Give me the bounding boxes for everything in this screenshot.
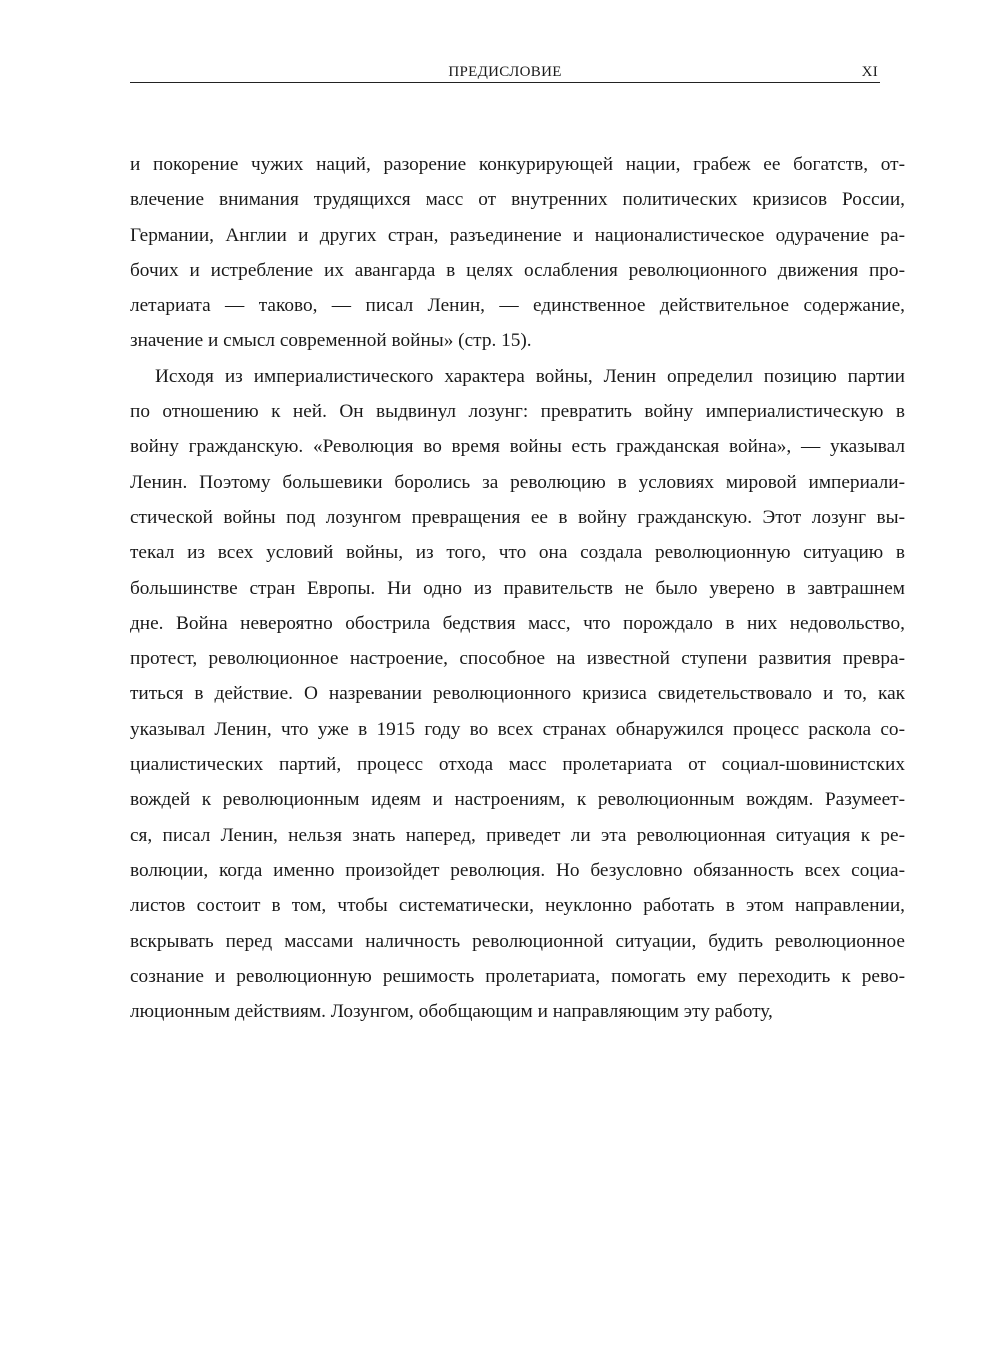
text-line: титься в действие. О назревании революционного кризиса свидетельствовало и то, как xyxy=(130,683,905,705)
text-line: войну гражданскую. «Революция во время войны есть гражданская война», — указывал xyxy=(130,436,905,458)
text-line: Ленин. Поэтому большевики боролись за революцию в условиях мировой империали- xyxy=(130,471,905,493)
text-line: вождей к революционным идеям и настроениям, к революционным вождям. Разумеет- xyxy=(130,789,905,811)
text-line: стической войны под лозунгом превращения ее в войну гражданскую. Этот лозунг вы- xyxy=(130,506,905,528)
text-line: Исходя из империалистического характера войны, Ленин определил позицию партии xyxy=(155,365,905,387)
text-line: по отношению к ней. Он выдвинул лозунг: превратить войну империалистическую в xyxy=(130,401,905,423)
text-line: протест, революционное настроение, способное на известной ступени развития превра- xyxy=(130,648,905,670)
text-line: бочих и истребление их авангарда в целях ослабления революционного движения про- xyxy=(130,259,905,281)
text-line: летариата — таково, — писал Ленин, — единственное действительное содержание, xyxy=(130,295,905,317)
text-line: указывал Ленин, что уже в 1915 году во всех странах обнаружился процесс раскола со- xyxy=(130,718,905,740)
paragraph-2 xyxy=(130,359,905,1030)
page-number: XI xyxy=(861,64,878,80)
text-line: влечение внимания трудящихся масс от внутренних политических кризисов России, xyxy=(130,189,905,211)
text-line: циалистических партий, процесс отхода масс пролетариата от социал-шовинистских xyxy=(130,754,905,776)
running-header xyxy=(130,62,880,83)
text-line: волюции, когда именно произойдет революция. Но безусловно обязанность всех социа- xyxy=(130,859,905,881)
text-line: сознание и революционную решимость пролетариата, помогать ему переходить к рево- xyxy=(130,965,905,987)
body-text xyxy=(130,147,905,1029)
text-line: люционным действиям. Лозунгом, обобщающим и направляющим эту работу, xyxy=(130,1001,773,1023)
section-title: ПРЕДИСЛОВИЕ xyxy=(448,64,562,80)
text-line: Германии, Англии и других стран, разъединение и националистическое одурачение ра- xyxy=(130,224,905,246)
text-line: текал из всех условий войны, из того, что она создала революционную ситуацию в xyxy=(130,542,905,564)
text-line: вскрывать перед массами наличность революционной ситуации, будить революционное xyxy=(130,930,905,952)
text-line: ся, писал Ленин, нельзя знать наперед, приведет ли эта революционная ситуация к ре- xyxy=(130,824,905,846)
paragraph-1 xyxy=(130,147,905,359)
text-line: значение и смысл современной войны» (стр. 15). xyxy=(130,330,532,352)
text-line: большинстве стран Европы. Ни одно из правительств не было уверено в завтрашнем xyxy=(130,577,905,599)
text-line: и покорение чужих наций, разорение конкурирующей нации, грабеж ее богатств, от- xyxy=(130,154,905,175)
text-line: листов состоит в том, чтобы систематически, неуклонно работать в этом направлении, xyxy=(130,895,905,917)
text-line: дне. Война невероятно обострила бедствия масс, что порождало в них недовольство, xyxy=(130,612,905,634)
